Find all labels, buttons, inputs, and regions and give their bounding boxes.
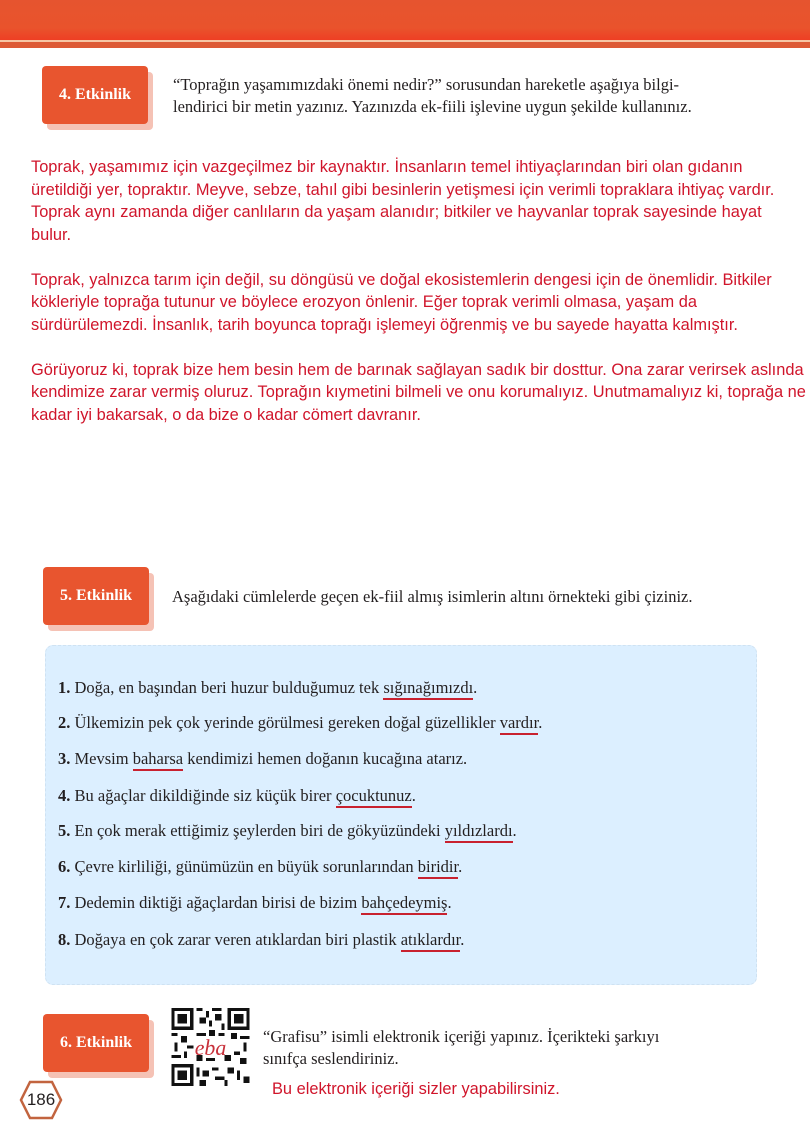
sentence-number: 5. (58, 821, 71, 840)
sentence-item (58, 930, 464, 950)
answer-paragraph: Toprak, yalnızca tarım için değil, su döngüsü ve doğal ekosistemlerin dengesi için de önemlidir. Bitkiler kökleriyle toprağa tutunur ve böylece erozyon önlenir. Eğer toprak verimli olmasa, yaşam da sürdürülemezdi. İnsanlık, tarih boyunca toprağı işlemeyi öğrenmiş ve bu sayede hayatta kalmıştır. (31, 270, 772, 334)
sentence-punct: . (460, 930, 465, 949)
activity-4-instruction-line-2: lendirici bir metin yazınız. Yazınızda ek-fiili işlevine uygun şekilde kullanınız. (173, 97, 692, 116)
activity-5-badge: 5. Etkinlik (43, 567, 149, 625)
underlined-word: sığınağımızdı (383, 678, 473, 700)
activity-4-instruction (173, 74, 773, 118)
activity-6-instruction-line-2: sınıfça seslendiriniz. (263, 1049, 399, 1068)
activity-6-answer: Bu elektronik içeriği sizler yapabilirsiniz. (272, 1080, 560, 1098)
sentence-punct: . (411, 786, 416, 805)
activity-6-instruction-line-1: “Grafisu” isimli elektronik içeriği yapınız. İçerikteki şarkıyı (263, 1027, 660, 1046)
sentence-number: 1. (58, 678, 71, 697)
sentence-punct: . (447, 893, 452, 912)
sentence-number: 6. (58, 857, 71, 876)
sentence-text: En çok merak ettiğimiz şeylerden biri de gökyüzündeki (70, 821, 445, 840)
sentence-punct: . (538, 713, 543, 732)
sentence-item (58, 786, 416, 806)
sentence-item (58, 749, 467, 769)
activity-6-instruction (263, 1026, 723, 1070)
underlined-word: atıklardır (401, 930, 461, 952)
underlined-word: yıldızlardı (445, 821, 513, 843)
answer-paragraph: Toprak, yaşamımız için vazgeçilmez bir kaynaktır. İnsanların temel ihtiyaçlarından biri olan gıdanın üretildiği yer, topraktır. Meyve, sebze, tahıl gibi besinlerin yetişmesi için verimli topraklara ihtiyaç vardır. Toprak aynı zamanda diğer canlıların da yaşam alanıdır; bitkiler ve hayvanlar toprak sayesinde hayat bulur. (31, 158, 775, 244)
activity-4-instruction-line-1: “Toprağın yaşamımızdaki önemi nedir?” sorusundan hareketle aşağıya bilgi- (173, 75, 680, 94)
underlined-word: baharsa (133, 749, 183, 771)
underlined-word: bahçedeymiş (361, 893, 447, 915)
banner-band (0, 0, 810, 40)
underlined-word: biridir (418, 857, 458, 879)
qr-code-icon (171, 1008, 250, 1086)
top-banner (0, 0, 810, 48)
sentence-item (58, 713, 542, 733)
sentence-number: 3. (58, 749, 71, 768)
activity-4-badge: 4. Etkinlik (42, 66, 148, 124)
sentence-text: Çevre kirliliği, günümüzün en büyük sorunlarından (70, 857, 418, 876)
sentence-text: Doğa, en başından beri huzur bulduğumuz tek (70, 678, 384, 697)
sentence-punct: . (512, 821, 517, 840)
sentence-item (58, 857, 462, 877)
qr-code[interactable] (171, 1008, 250, 1086)
activity-5-instruction: Aşağıdaki cümlelerde geçen ek-fiil almış isimlerin altını örnekteki gibi çiziniz. (172, 587, 693, 606)
eba-logo: eba (194, 1035, 227, 1060)
activity-4-answer (31, 156, 806, 449)
sentence-item (58, 893, 452, 913)
sentence-punct: . (458, 857, 463, 876)
sentence-text: Bu ağaçlar dikildiğinde siz küçük birer (70, 786, 336, 805)
sentence-text: Mevsim (70, 749, 133, 768)
sentence-text: Dedemin diktiği ağaçlardan birisi de bizim (70, 893, 362, 912)
page-number: 186 (26, 1090, 56, 1109)
sentence-item (58, 678, 477, 698)
sentence-text: Doğaya en çok zarar veren atıklardan biri plastik (70, 930, 401, 949)
sentence-item (58, 821, 517, 841)
activity-6-badge: 6. Etkinlik (43, 1014, 149, 1072)
banner-bottom-strip (0, 42, 810, 48)
underlined-word: çocuktunuz (336, 786, 412, 808)
underlined-word: vardır (500, 713, 539, 735)
sentence-number: 7. (58, 893, 71, 912)
sentence-number: 8. (58, 930, 71, 949)
sentence-number: 4. (58, 786, 71, 805)
sentence-number: 2. (58, 713, 71, 732)
answer-paragraph: Görüyoruz ki, toprak bize hem besin hem de barınak sağlayan sadık bir dosttur. Ona zarar verirsek aslında kendimize zarar vermiş oluruz. Toprağın kıymetini bilmeli ve onu korumalıyız. Unutmamalıyız ki, toprağa ne kadar iyi bakarsak, o da bize o kadar cömert davranır. (31, 360, 806, 424)
sentence-punct: . (473, 678, 478, 697)
sentence-text: Ülkemizin pek çok yerinde görülmesi gereken doğal güzellikler (70, 713, 500, 732)
sentence-text: kendimizi hemen doğanın kucağına atarız. (183, 749, 468, 768)
page-number-badge (19, 1080, 63, 1120)
